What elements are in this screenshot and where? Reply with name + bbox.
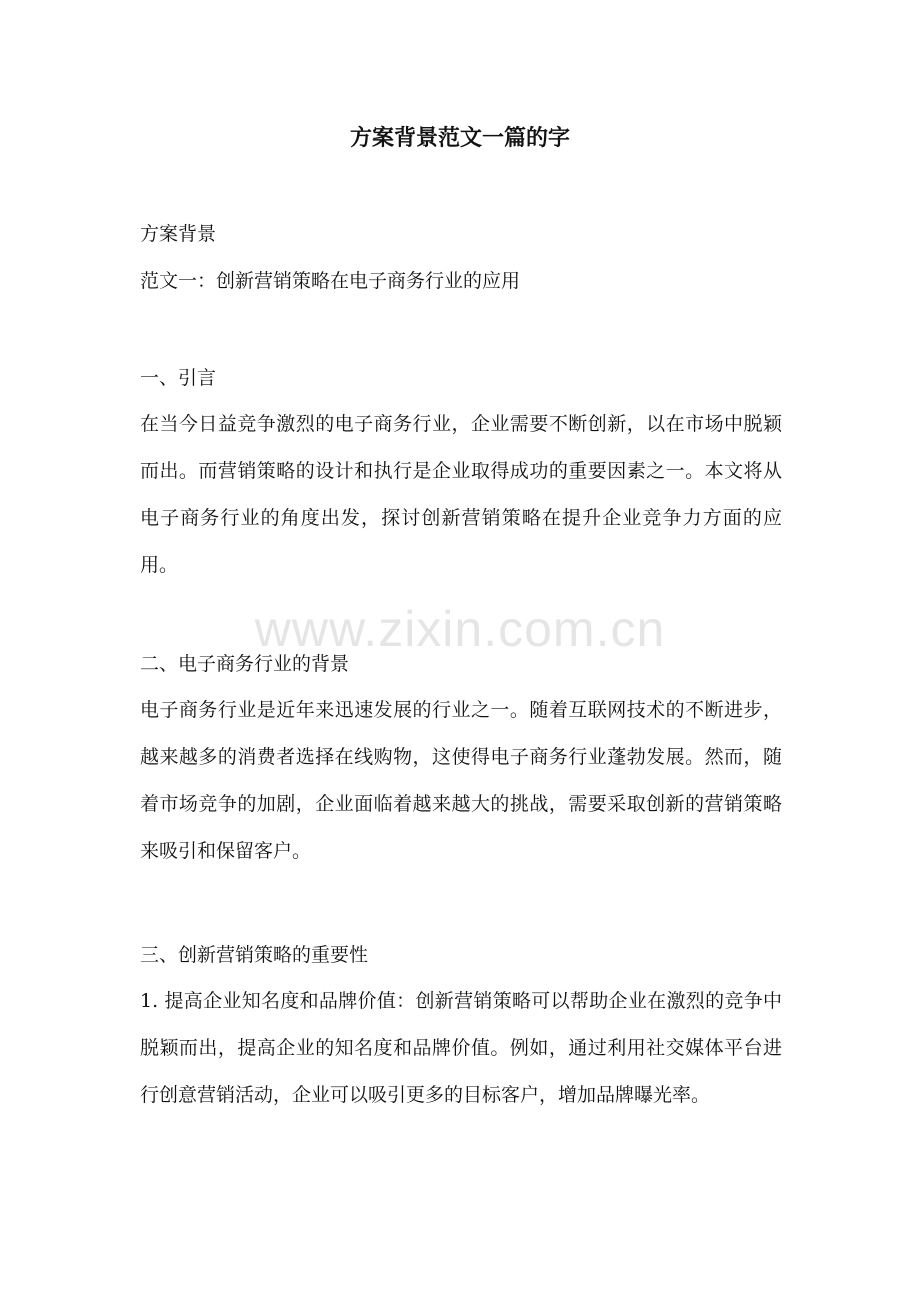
- background-heading: 方案背景: [140, 223, 217, 245]
- section-paragraph-background: 电子商务行业是近年来迅速发展的行业之一。随着互联网技术的不断进步，越来越多的消费者选择在线购物，这使得电子商务行业蓬勃发展。然而，随着市场竞争的加剧，企业面临着越来越大的挑战，需要采取创新的营销策略来吸引和保留客户。: [140, 699, 782, 862]
- document-title: 方案背景范文一篇的字: [349, 125, 570, 151]
- section-heading-intro: 一、引言: [140, 367, 217, 389]
- section-heading-importance: 三、创新营销策略的重要性: [140, 944, 369, 966]
- section-paragraph-intro: 在当今日益竞争激烈的电子商务行业，企业需要不断创新，以在市场中脱颖而出。而营销策略的设计和执行是企业取得成功的重要因素之一。本文将从电子商务行业的角度出发，探讨创新营销策略在提升企业竞争力方面的应用。: [140, 413, 782, 576]
- section-paragraph-importance: 1. 提高企业知名度和品牌价值：创新营销策略可以帮助企业在激烈的竞争中脱颖而出，提高企业的知名度和品牌价值。例如，通过利用社交媒体平台进行创意营销活动，企业可以吸引更多的目标客户，增加品牌曝光率。: [140, 990, 782, 1106]
- watermark: www.zixin.com.cn: [254, 601, 666, 657]
- section-heading-background: 二、电子商务行业的背景: [140, 653, 350, 675]
- document-subtitle: 范文一：创新营销策略在电子商务行业的应用: [140, 270, 521, 292]
